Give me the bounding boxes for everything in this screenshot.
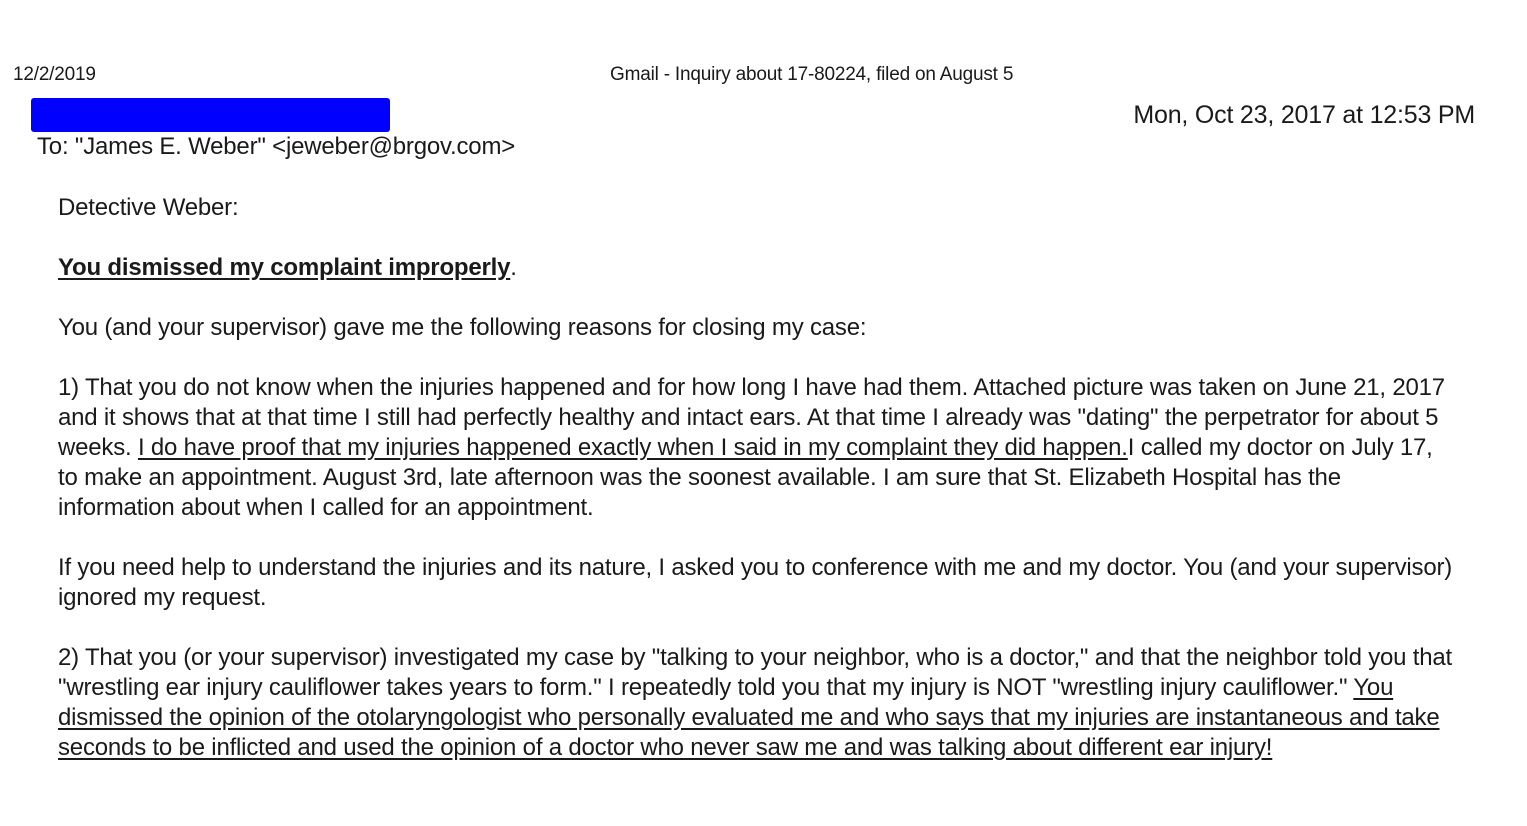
sender-redaction — [31, 98, 390, 132]
headline-end: . — [510, 254, 517, 281]
print-date: 12/2/2019 — [13, 64, 96, 85]
intro-paragraph: You (and your supervisor) gave me the following reasons for closing my case: — [58, 314, 867, 341]
headline: You dismissed my complaint improperly — [58, 254, 511, 281]
point-2-underlined: You dismissed the opinion of the otolaryngologist who personally evaluated me and who says that my injuries are instantaneous and take seconds to be inflicted and used the opinion of a doctor who never saw me and was talking about different ear injury! — [58, 674, 1440, 761]
sent-date: Mon, Oct 23, 2017 at 12:53 PM — [1133, 101, 1475, 129]
print-title: Gmail - Inquiry about 17-80224, filed on August 5 — [610, 64, 1014, 85]
headline-paragraph — [58, 253, 1458, 283]
salutation: Detective Weber: — [58, 194, 239, 221]
help-paragraph: If you need help to understand the injuries and its nature, I asked you to conference with me and my doctor. You (and your supervisor) ignored my request. — [58, 554, 1453, 611]
point-2-text: 2) That you (or your supervisor) investigated my case by "talking to your neighbor, who is a doctor," and that the neighbor told you that "wrestling ear injury cauliflower takes years to form." I repeatedly told you that my injury is NOT "wrestling injury cauliflower." — [58, 644, 1452, 701]
email-body — [58, 193, 1458, 793]
point-2-paragraph — [58, 643, 1458, 763]
point-1-paragraph — [58, 373, 1458, 523]
point-1-text: 1) That you do not know when the injuries happened and for how long I have had them. Attached picture was taken on June 21, 2017 and it shows that at that time I still had perfectly healthy and intact ears. At that time I already was "dating" the perpetrator for about 5 weeks. — [58, 374, 1445, 461]
point-1-underlined: I do have proof that my injuries happened exactly when I said in my complaint they did happen. — [137, 434, 1128, 461]
recipient-line: To: "James E. Weber" <jeweber@brgov.com> — [37, 133, 516, 160]
point-1-rest: I called my doctor on July 17, to make an appointment. August 3rd, late afternoon was the soonest available. I am sure that St. Elizabeth Hospital has the information about when I called for an appointment. — [58, 434, 1433, 521]
